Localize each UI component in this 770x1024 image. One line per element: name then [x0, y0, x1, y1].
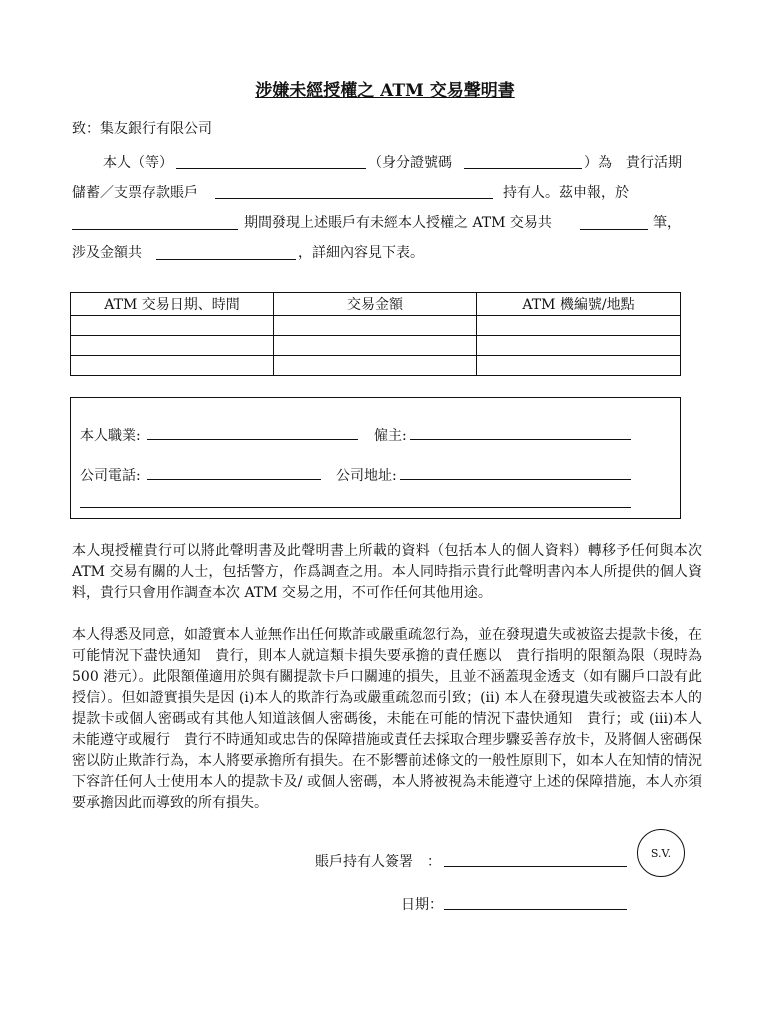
addressee: 致：集友銀行有限公司 [72, 121, 212, 137]
id-number-label: （身分證號碼 [368, 155, 452, 171]
company-phone-field[interactable] [147, 479, 321, 480]
table-row [71, 356, 681, 376]
details-text: ，詳細內容見下表。 [298, 245, 424, 261]
table-cell[interactable] [71, 316, 274, 336]
column-header-datetime: ATM 交易日期、時間 [71, 293, 274, 316]
declarant-name-field[interactable] [176, 168, 366, 169]
table-cell[interactable] [71, 336, 274, 356]
account-type-label: 儲蓄／支票存款賬戶 [72, 185, 198, 201]
total-amount-field[interactable] [156, 259, 296, 260]
table-cell[interactable] [477, 356, 681, 376]
signature-field[interactable] [444, 866, 627, 867]
table-row [71, 316, 681, 336]
page-title: 涉嫌未經授權之 ATM 交易聲明書 [255, 81, 515, 101]
authorization-paragraph: 本人現授權貴行可以將此聲明書及此聲明書上所載的資料（包括本人的個人資料）轉移予任何與本次 ATM 交易有關的人士，包括警方，作爲調查之用。本人同時指示貴行此聲明書內本人所提供的個人資料，貴行只會用作調查本次 ATM 交易之用，不可作任何其他用途。 [72, 543, 702, 601]
table-cell[interactable] [477, 316, 681, 336]
employer-field[interactable] [410, 439, 631, 440]
column-header-amount: 交易金額 [274, 293, 477, 316]
declarant-label: 本人（等） [103, 155, 173, 171]
table-cell[interactable] [71, 356, 274, 376]
holder-text: 持有人。茲申報，於 [503, 185, 629, 201]
sv-stamp: S.V. [637, 829, 685, 877]
company-address-label: 公司地址: [336, 468, 397, 484]
table-header-row [71, 293, 681, 316]
occupation-field[interactable] [147, 439, 358, 440]
count-unit: 筆， [653, 215, 681, 231]
amount-label: 涉及金額共 [72, 245, 142, 261]
company-address-field-line2[interactable] [80, 507, 631, 508]
table-row [71, 336, 681, 356]
occupation-label: 本人職業: [80, 428, 141, 444]
id-number-field[interactable] [464, 168, 582, 169]
personal-details-box [70, 397, 681, 519]
table-cell[interactable] [274, 316, 477, 336]
period-field[interactable] [72, 229, 238, 230]
signature-label: 賬戶持有人簽署 ： [315, 854, 441, 870]
table-cell[interactable] [274, 336, 477, 356]
transaction-count-field[interactable] [580, 229, 648, 230]
atm-transaction-table [70, 292, 681, 376]
company-address-field[interactable] [400, 479, 631, 480]
account-type-text: ）為 貴行活期 [584, 155, 682, 171]
company-phone-label: 公司電話: [80, 468, 141, 484]
table-cell[interactable] [274, 356, 477, 376]
date-label: 日期： [401, 897, 443, 913]
unauthorized-text: 期間發現上述賬戶有未經本人授權之 ATM 交易共 [244, 215, 552, 231]
employer-label: 僱主: [374, 428, 407, 444]
liability-paragraph: 本人得悉及同意，如證實本人並無作出任何欺詐或嚴重疏忽行為，並在發現遺失或被盜去提款卡後，在可能情況下盡快通知 貴行，則本人就這類卡損失要承擔的責任應以 貴行指明的限額為限（現時為 500 港元）。此限額僅適用於與有關提款卡戶口關連的損失，且並不涵蓋現金透支（如有關戶口設有此授信）。但如證實損失是因 (i)本人的欺詐行為或嚴重疏忽而引致；(ii) 本人在發現遺失或被盜去本人的提款卡或個人密碼或有其他人知道該個人密碼後，未能在可能的情況下盡快通知 貴行；或 (iii)本人未能遵守或履行 貴行不時通知或忠告的保障措施或責任去採取合理步驟妥善存放卡，及將個人密碼保密以防止欺詐行為，本人將要承擔所有損失。在不影響前述條文的一般性原則下，如本人在知情的情況下容許任何人士使用本人的提款卡及/ 或個人密碼，本人將被視為未能遵守上述的保障措施，本人亦須要承擔因此而導致的所有損失。 [72, 627, 702, 811]
date-field[interactable] [444, 909, 627, 910]
column-header-atm-location: ATM 機編號/地點 [477, 293, 681, 316]
account-number-field[interactable] [215, 198, 493, 199]
table-cell[interactable] [477, 336, 681, 356]
